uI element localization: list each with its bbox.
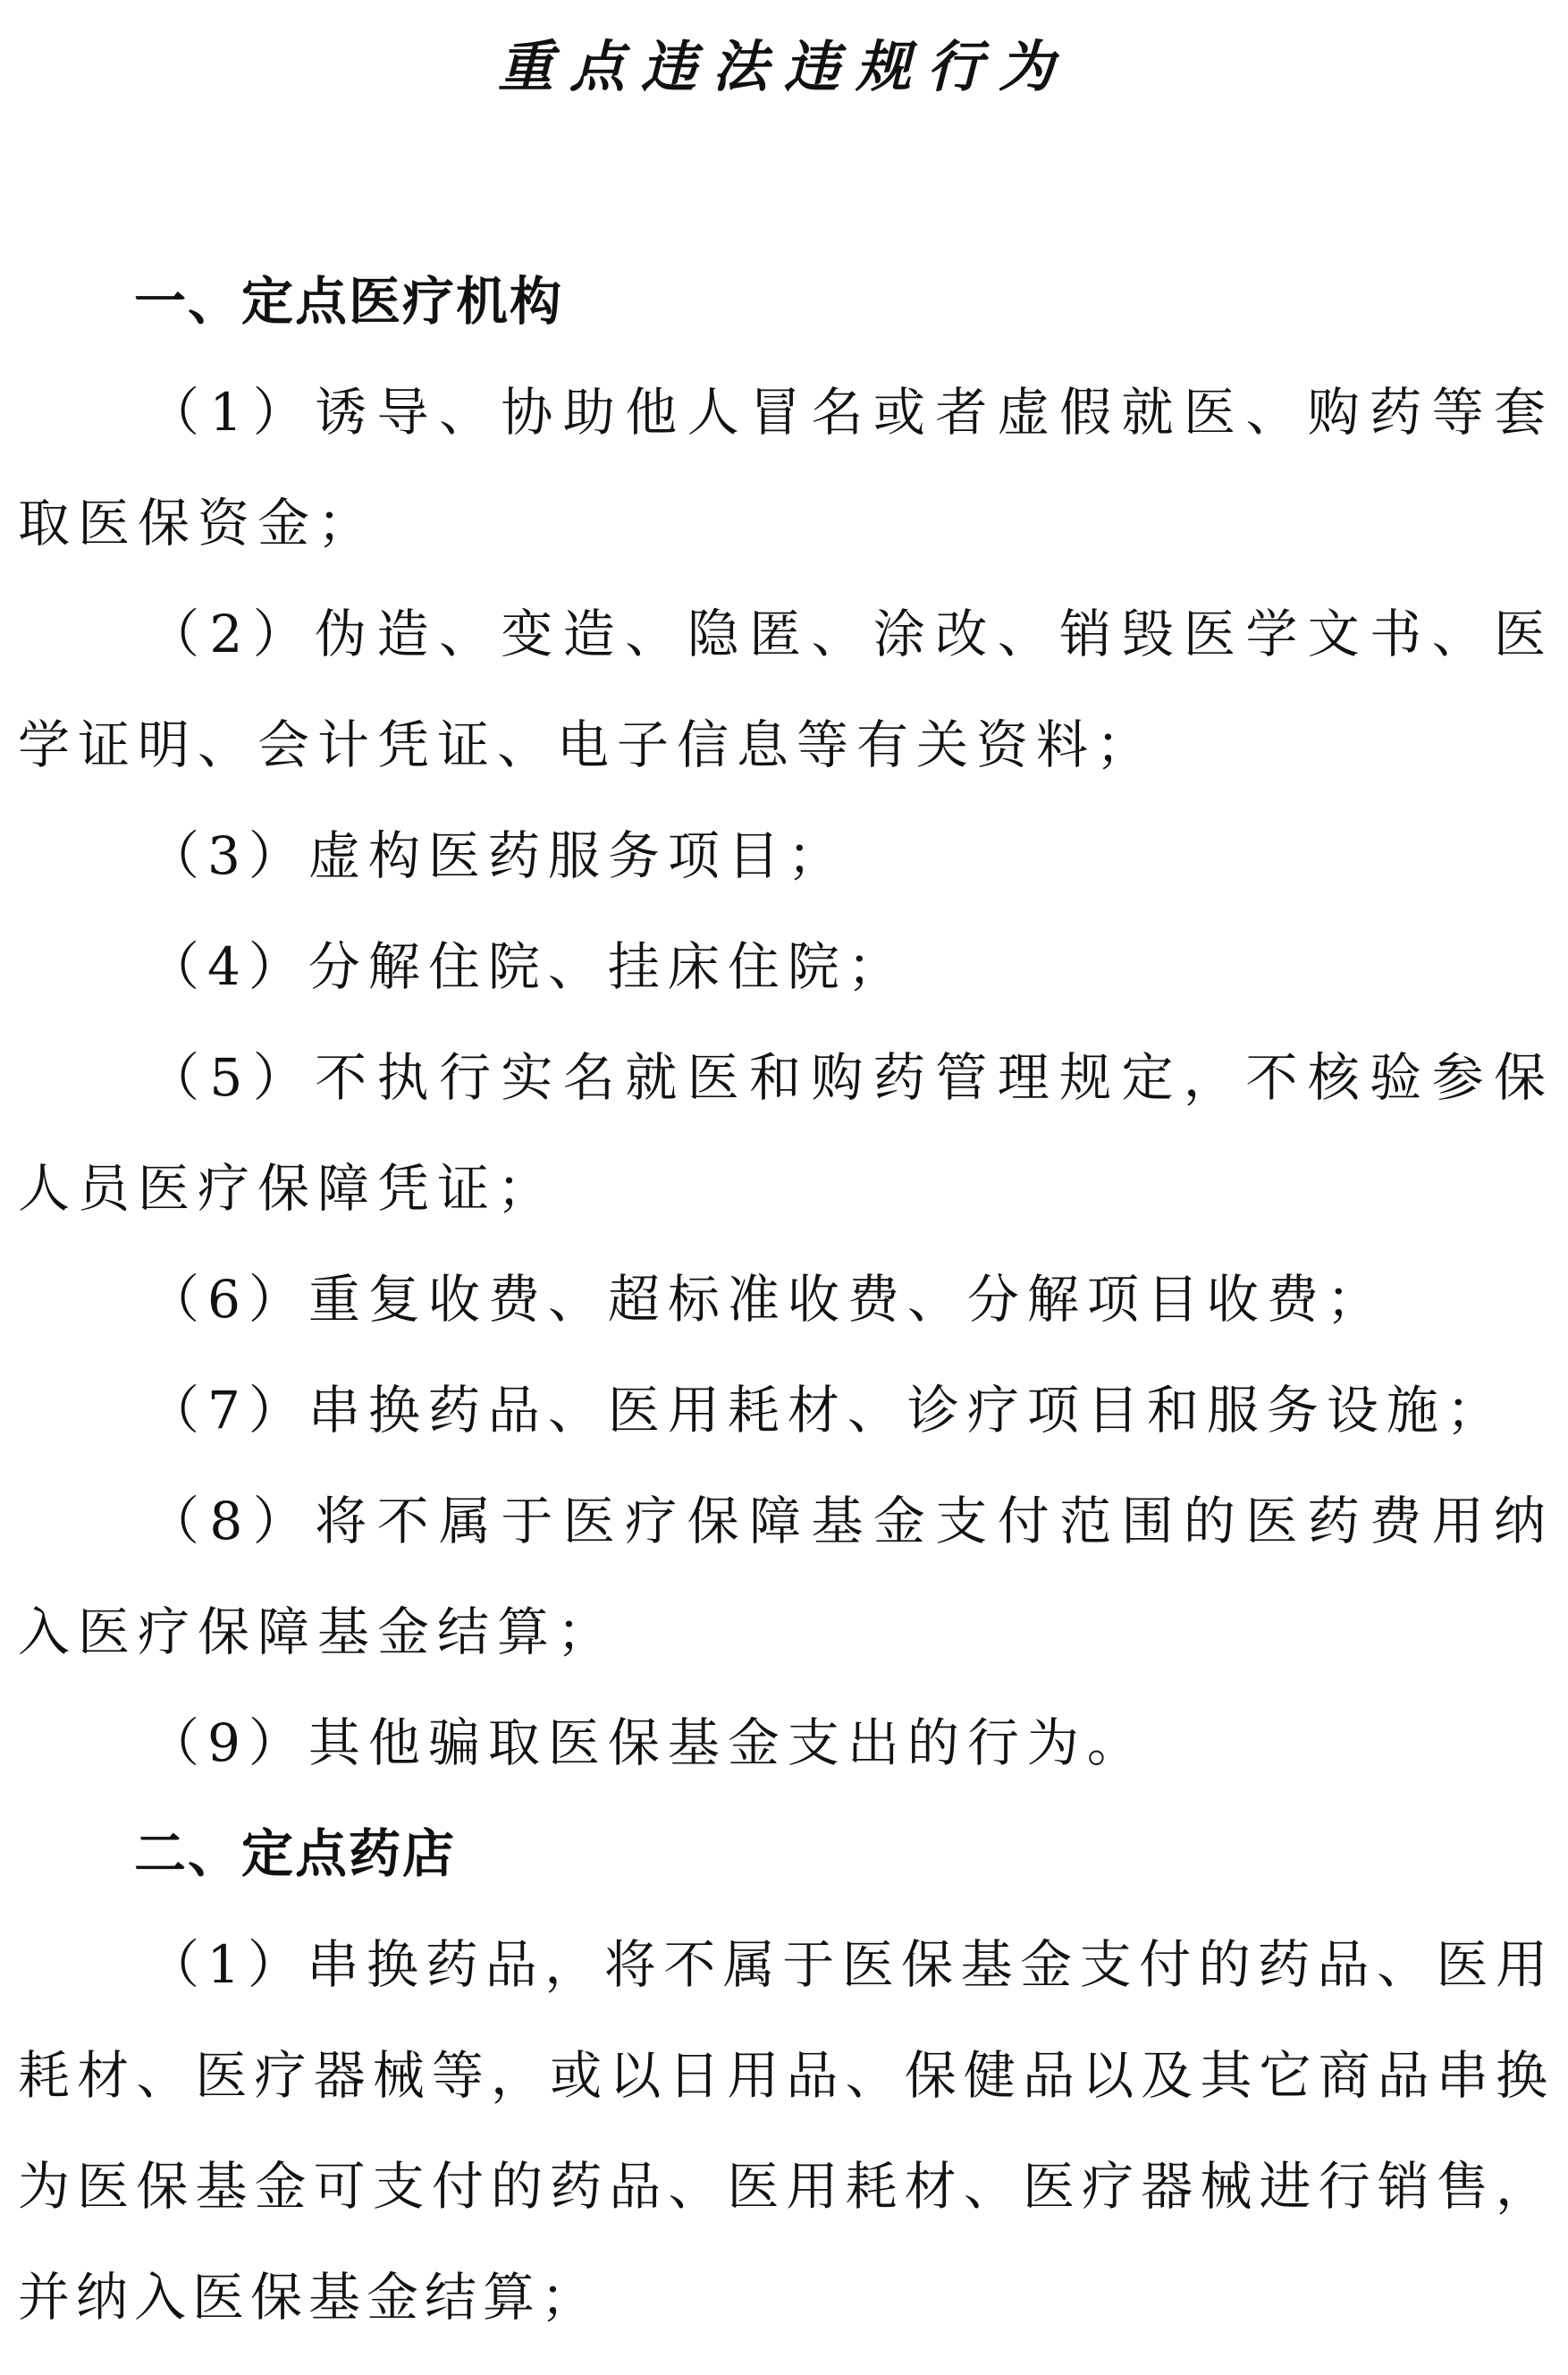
list-item: （9）其他骗取医保基金支出的行为。	[148, 1712, 1147, 1773]
list-item: （1）诱导、协助他人冒名或者虚假就医、购药等套取医保资金；	[18, 382, 1554, 554]
list-item: （6）重复收费、超标准收费、分解项目收费；	[148, 1269, 1387, 1330]
section-heading: 二、定点药店	[134, 1823, 457, 1884]
list-item: （4）分解住院、挂床住院；	[148, 936, 907, 997]
section-heading: 一、定点医疗机构	[134, 271, 564, 332]
section-medical-institutions	[18, 246, 1554, 1798]
list-item: （5）不执行实名就医和购药管理规定，不核验参保人员医疗保障凭证；	[18, 1047, 1554, 1219]
list-item: （7）串换药品、医用耗材、诊疗项目和服务设施；	[148, 1380, 1506, 1441]
list-item: （8）将不属于医疗保障基金支付范围的医药费用纳入医疗保障基金结算；	[18, 1491, 1554, 1662]
document-title: 重点违法违规行为	[497, 34, 1070, 99]
document-body	[18, 246, 1554, 2353]
list-item: （2）伪造、变造、隐匿、涂改、销毁医学文书、医学证明、会计凭证、电子信息等有关资料；	[18, 604, 1554, 775]
list-item: （3）虚构医药服务项目；	[148, 825, 847, 886]
list-item: （1）串换药品，将不属于医保基金支付的药品、医用耗材、医疗器械等，或以日用品、保健品以及其它商品串换为医保基金可支付的药品、医用耗材、医疗器械进行销售，并纳入医保基金结算；	[18, 1934, 1554, 2328]
section-pharmacies	[18, 1798, 1554, 2353]
